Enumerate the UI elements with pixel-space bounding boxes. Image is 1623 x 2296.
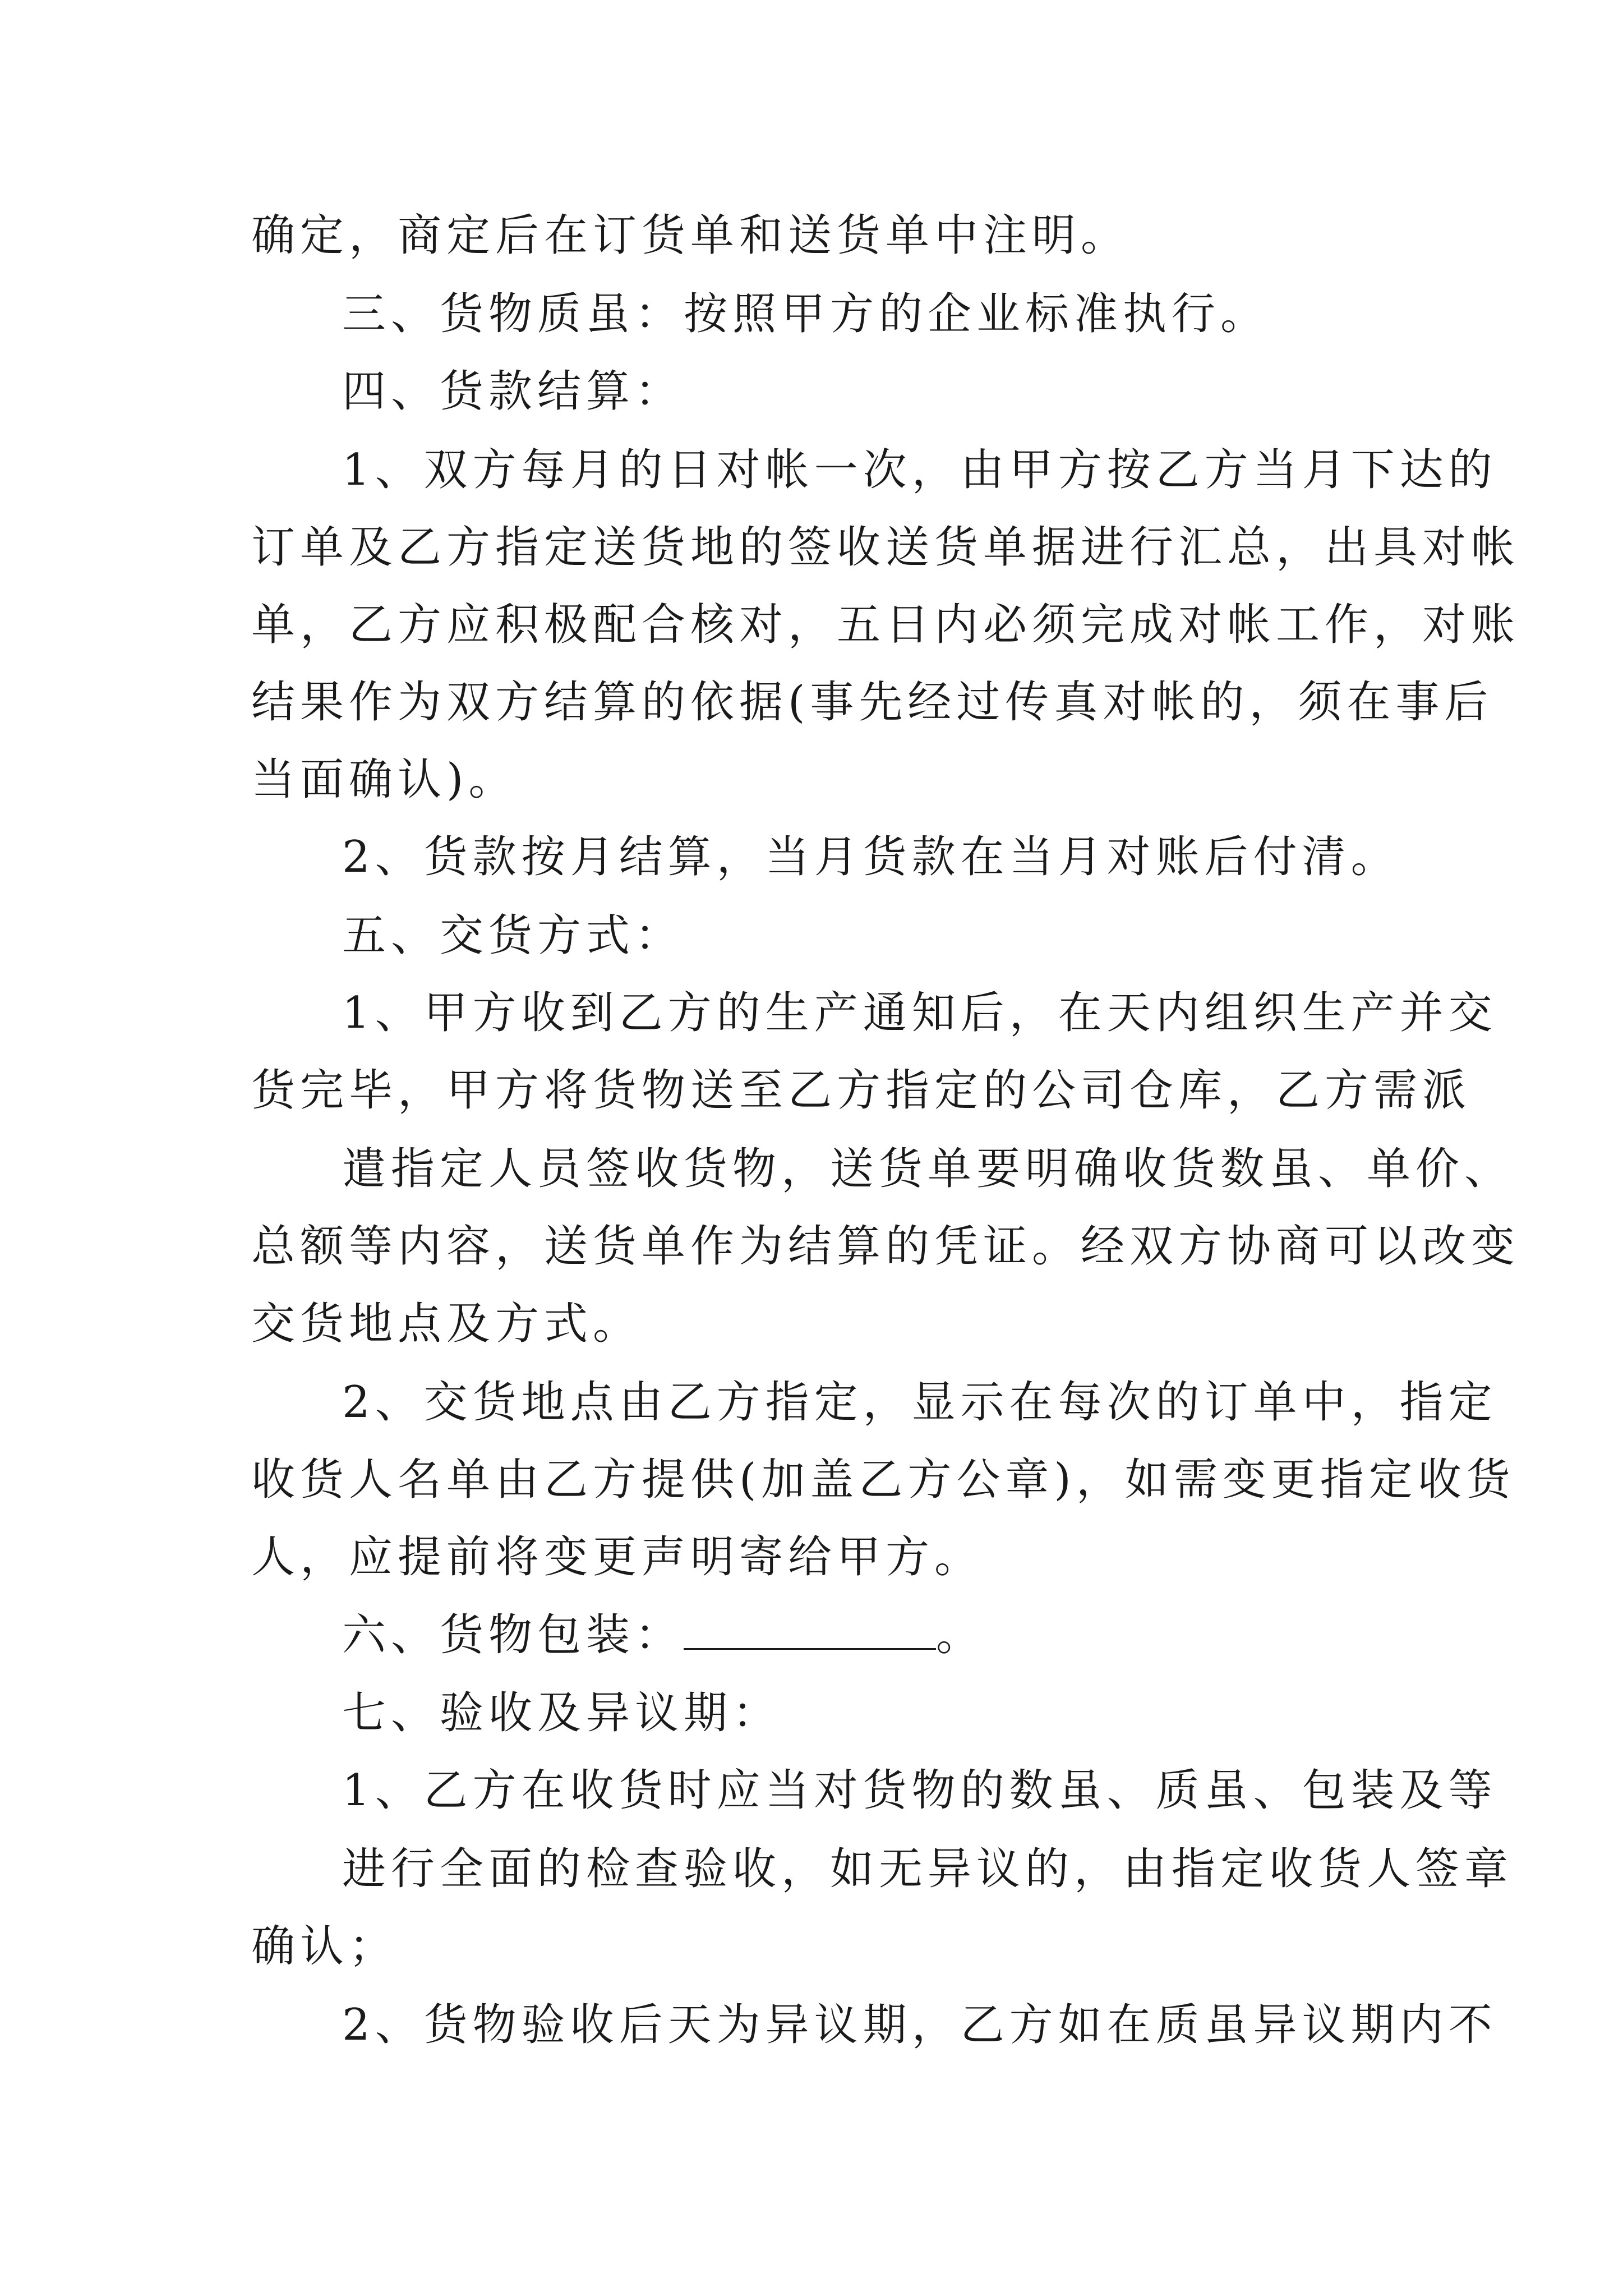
section-heading-inspection: 七、验收及异议期： [342, 1688, 782, 1738]
text-line: 总额等内容，送货单作为结算的凭证。经双方协商可以改变 [251, 1221, 1520, 1272]
text-line: 收货人名单由乙方提供(加盖乙方公章)，如需变更指定收货 [251, 1455, 1515, 1505]
text-line: 订单及乙方指定送货地的签收送货单据进行汇总，出具对帐 [251, 522, 1520, 573]
text-line: 人，应提前将变更声明寄给甲方。 [251, 1532, 984, 1582]
packaging-blank-field [684, 1607, 936, 1650]
packaging-label: 六、货物包装： [342, 1610, 684, 1660]
text-line: 当面确认)。 [251, 754, 518, 805]
packaging-end-mark: 。 [936, 1610, 985, 1660]
section-heading-delivery: 五、交货方式： [342, 910, 684, 961]
text-line: 进行全面的检查验收，如无异议的，由指定收货人签章 [342, 1844, 1514, 1894]
text-line: 交货地点及方式。 [251, 1299, 642, 1349]
text-line: 货完毕，甲方将货物送至乙方指定的公司仓库，乙方需派 [251, 1065, 1472, 1116]
text-line: 2、货款按月结算，当月货款在当月对账后付清。 [342, 832, 1400, 882]
text-line: 遣指定人员签收货物，送货单要明确收货数虽、单价、 [342, 1144, 1514, 1194]
text-line: 1、双方每月的日对帐一次，由甲方按乙方当月下达的 [342, 445, 1497, 495]
text-line: 1、乙方在收货时应当对货物的数虽、质虽、包装及等 [342, 1765, 1497, 1816]
text-line: 确定，商定后在订货单和送货单中注明。 [251, 210, 1130, 261]
section-heading-quality: 三、货物质虽：按照甲方的企业标准执行。 [342, 289, 1270, 339]
text-line: 1、甲方收到乙方的生产通知后，在天内组织生产并交 [342, 988, 1497, 1038]
text-line: 2、交货地点由乙方指定，显示在每次的订单中，指定 [342, 1377, 1497, 1428]
section-heading-payment: 四、货款结算： [342, 366, 684, 417]
text-line: 单，乙方应积极配合核对，五日内必须完成对帐工作，对账 [251, 600, 1520, 650]
text-line: 结果作为双方结算的依据(事先经过传真对帐的，须在事后 [251, 677, 1493, 728]
text-line: 确认； [251, 1921, 398, 1972]
section-heading-packaging [342, 1607, 985, 1663]
text-line: 2、货物验收后天为异议期，乙方如在质虽异议期内不 [342, 2000, 1497, 2050]
